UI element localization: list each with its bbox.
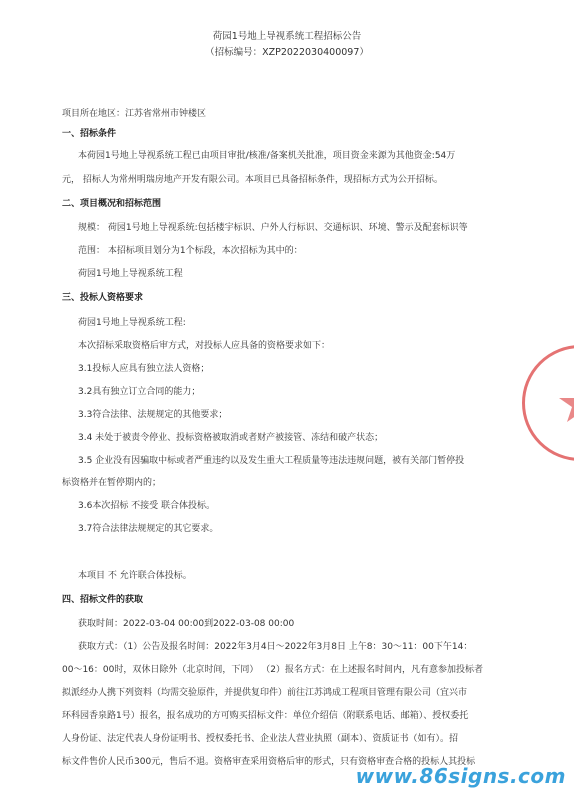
paragraph-line: 规模： 荷园1号地上导视系统:包括楼宇标识、户外人行标识、交通标识、环境、警示及配套标识等	[78, 223, 468, 233]
list-item: 3.1投标人应具有独立法人资格；	[78, 364, 210, 374]
paragraph-line: 荷园1号地上导视系统工程:	[78, 318, 186, 328]
list-item: 3.7符合法律法规规定的其它要求。	[78, 524, 219, 534]
paragraph-line: 00～16：00时，双休日除外（北京时间，下同） （2）报名方式：在上述报名时间内，凡有意参加投标者	[62, 665, 483, 675]
paragraph-line: 人身份证、法定代表人身份证明书、授权委托书、企业法人营业执照（副本）、资质证书（如有）。招	[62, 734, 459, 744]
list-item: 3.3符合法律、法规规定的其他要求；	[78, 410, 228, 420]
section-heading: 四、招标文件的获取	[62, 595, 144, 605]
project-location: 项目所在地区：江苏省常州市钟楼区	[62, 109, 207, 119]
list-item: 标资格并在暂停期内的；	[62, 478, 162, 488]
paragraph-line: 本项目 不 允许联合体投标。	[78, 571, 192, 581]
paragraph-line: 标文件售价人民币300元，售后不退。资格审查采用资格后审的形式，只有资格审查合格的投标人其投标	[62, 757, 476, 767]
site-watermark: www.86signs.com	[355, 764, 566, 788]
seal-star-icon	[525, 348, 574, 458]
paragraph-line: 本次招标采取资格后审方式，对投标人应具备的资格要求如下：	[78, 341, 331, 351]
company-seal-stamp	[522, 345, 574, 461]
section-heading: 三、投标人资格要求	[62, 293, 144, 303]
document-subtitle: （招标编号：XZP2022030400097）	[205, 47, 369, 58]
list-item: 3.5 企业没有因骗取中标或者严重违约以及发生重大工程质量等违法违规问题，被有关部门暂停投	[78, 456, 465, 466]
paragraph-line: 获取时间：2022-03-04 00:00到2022-03-08 00:00	[78, 619, 295, 629]
paragraph-line: 元， 招标人为常州明瑞房地产开发有限公司。本项目已具备招标条件，现招标方式为公开招标。	[62, 175, 443, 185]
paragraph-line: 范围： 本招标项目划分为1个标段，本次招标为其中的：	[78, 246, 303, 256]
paragraph-line: 本荷园1号地上导视系统工程已由项目审批/核准/备案机关批准，项目资金来源为其他资金:54万	[78, 151, 456, 161]
list-item: 3.6本次招标 不接受 联合体投标。	[78, 501, 216, 511]
section-heading: 一、招标条件	[62, 129, 117, 139]
section-heading: 二、项目概况和招标范围	[62, 199, 162, 209]
list-item: 3.2具有独立订立合同的能力；	[78, 387, 201, 397]
list-item: 3.4 未处于被责令停业、投标资格被取消或者财产被接管、冻结和破产状态；	[78, 433, 384, 443]
paragraph-line: 拟派经办人携下列资料（均需交验原件，并提供复印件）前往江苏鸿成工程项目管理有限公司（宜兴市	[62, 688, 468, 698]
paragraph-line: 荷园1号地上导视系统工程	[78, 269, 183, 279]
paragraph-line: 获取方式：（1）公告及报名时间：2022年3月4日～2022年3月8日 上午8：30～11：00下午14：	[78, 642, 473, 652]
paragraph-line: 环科园香泉路1号）报名，报名成功的方可购买招标文件：单位介绍信（附联系电话、邮箱）、授权委托	[62, 711, 469, 721]
document-title: 荷园1号地上导视系统工程招标公告	[212, 31, 362, 42]
